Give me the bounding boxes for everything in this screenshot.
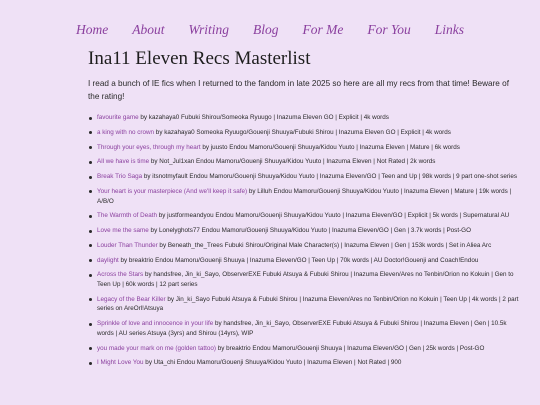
nav-link-home[interactable]: Home [75,22,109,37]
fic-link[interactable]: Your heart is your masterpiece (And we'll keep it safe) [97,187,248,195]
fic-details: by Jin_ki_Sayo Fubuki Atsuya & Fubuki Shirou | Inazuma Eleven/Ares no Tenbin/Orion no Kokuin | Teen Up | 4k words | 2 part series on AreOrl!Atsuya [97,295,519,313]
fic-details: by kazahaya0 Fubuki Shirou/Someoka Ryuugo | Inazuma Eleven GO | Explicit | 4k words [138,114,389,121]
fic-details: by breaktrio Endou Mamoru/Gouenji Shuuya | Inazuma Eleven/GO | Teen Up | 70k words | AU Doctor!Gouenji and Coach!Endou [118,256,479,264]
list-item [88,128,520,138]
list-item [88,226,520,236]
fic-link[interactable]: Through your eyes, through my heart [97,143,201,151]
fic-link[interactable]: Legacy of the Bear Killer [97,295,166,303]
fic-link[interactable]: Sprinkle of love and innocence in your life [97,320,214,328]
main-content [88,48,520,373]
list-item [88,187,520,206]
list-item [88,358,520,368]
page-title: Ina11 Eleven Recs Masterlist [88,48,311,69]
list-item [88,295,520,314]
fic-details: by itsnotmyfault Endou Mamoru/Gouenji Shuuya/Kidou Yuuto | Inazuma Eleven/GO | Teen and Up | 98k words | 9 part one-shot series [142,173,518,181]
list-item [88,113,520,123]
fic-details: by Lonelyghots77 Endou Mamoru/Gouenji Shuuya/Kidou Yuuto | Inazuma Eleven/GO | Gen | 3.7k words | Post-GO [148,227,471,235]
nav-link-for-you[interactable]: For You [367,22,411,37]
fic-details: by juusto Endou Mamoru/Gouenji Shuuya/Kidou Yuuto | Inazuma Eleven | Mature | 6k words [200,143,460,151]
nav-link-links[interactable]: Links [434,22,465,37]
nav-link-blog[interactable]: Blog [252,22,279,37]
fic-link[interactable]: daylight [97,256,119,264]
list-item [88,241,520,251]
list-item [88,319,520,338]
fic-link[interactable]: a king with no crown [97,128,155,136]
list-item [88,172,520,182]
fic-details: by Beneath_the_Trees Fubuki Shirou/Original Male Character(s) | Inazuma Eleven | Gen | 153k words | Set in Aliea Arc [157,241,492,249]
fic-details: by Lilluh Endou Mamoru/Gouenji Shuuya/Kidou Yuuto | Inazuma Eleven | Mature | 19k words | A/B/O [97,187,512,205]
fic-link[interactable]: Love me the same [97,227,149,235]
intro-text: I read a bunch of IE fics when I returned to the fandom in late 2025 so here are all my recs from that time! Beware of the rating! [88,79,509,101]
fic-details: by handsfree, Jin_ki_Sayo, ObserverEXE Fubuki Atsuya & Fubuki Shirou | Inazuma Eleven | Gen | 10.5k words | AU series Atsuya (3yrs) and Shirou (14yrs), WIP [97,320,507,337]
nav-link-for-me[interactable]: For Me [302,22,344,37]
nav-link-about[interactable]: About [132,22,165,37]
fic-link[interactable]: you made your mark on me (golden tattoo) [97,344,217,352]
fic-details: by breaktrio Endou Mamoru/Gouenji Shuuya | Inazuma Eleven/GO | Gen | 25k words | Post-GO [216,344,485,352]
list-item [88,143,520,153]
nav-link-writing[interactable]: Writing [188,22,229,37]
fic-details: by justformeandyou Endou Mamoru/Gouenji Shuuya/Kidou Yuuto | Inazuma Eleven/GO | Explicit | 5k words | Supernatural AU [156,212,510,220]
fic-details: by Not_Jul1xan Endou Mamoru/Gouenji Shuuya/Kidou Yuuto | Inazuma Eleven | Not Rated | 2k words [149,158,436,166]
fic-link[interactable]: Break Trio Saga [97,173,143,181]
fic-link[interactable]: Louder Than Thunder [97,241,158,249]
fic-link[interactable]: favourite game [97,114,139,121]
fic-details: by kazahaya0 Someoka Ryuugo/Gouenji Shuuya/Fubuki Shirou | Inazuma Eleven GO | Explicit | 4k words [154,128,451,136]
list-item [88,211,520,221]
list-item [88,270,520,289]
list-item [88,344,520,354]
fic-link[interactable]: Across the Stars [97,271,144,279]
list-item [88,157,520,167]
list-item [88,256,520,266]
fic-details: by handsfree, Jin_ki_Sayo, ObserverEXE Fubuki Atsuya & Fubuki Shirou | Inazuma Eleven/Ares no Tenbin/Orion no Kokuin | Gen to Teen Up | 60k words | 12 part series [97,271,514,288]
fic-link[interactable]: I Might Love You [97,359,144,367]
fic-details: by Uta_chi Endou Mamoru/Gouenji Shuuya/Kidou Yuuto | Inazuma Eleven | Not Rated | 900 [143,359,402,367]
fic-link[interactable]: The Warmth of Death [97,212,157,220]
recs-list [88,113,520,368]
fic-link[interactable]: All we have is time [97,158,150,166]
